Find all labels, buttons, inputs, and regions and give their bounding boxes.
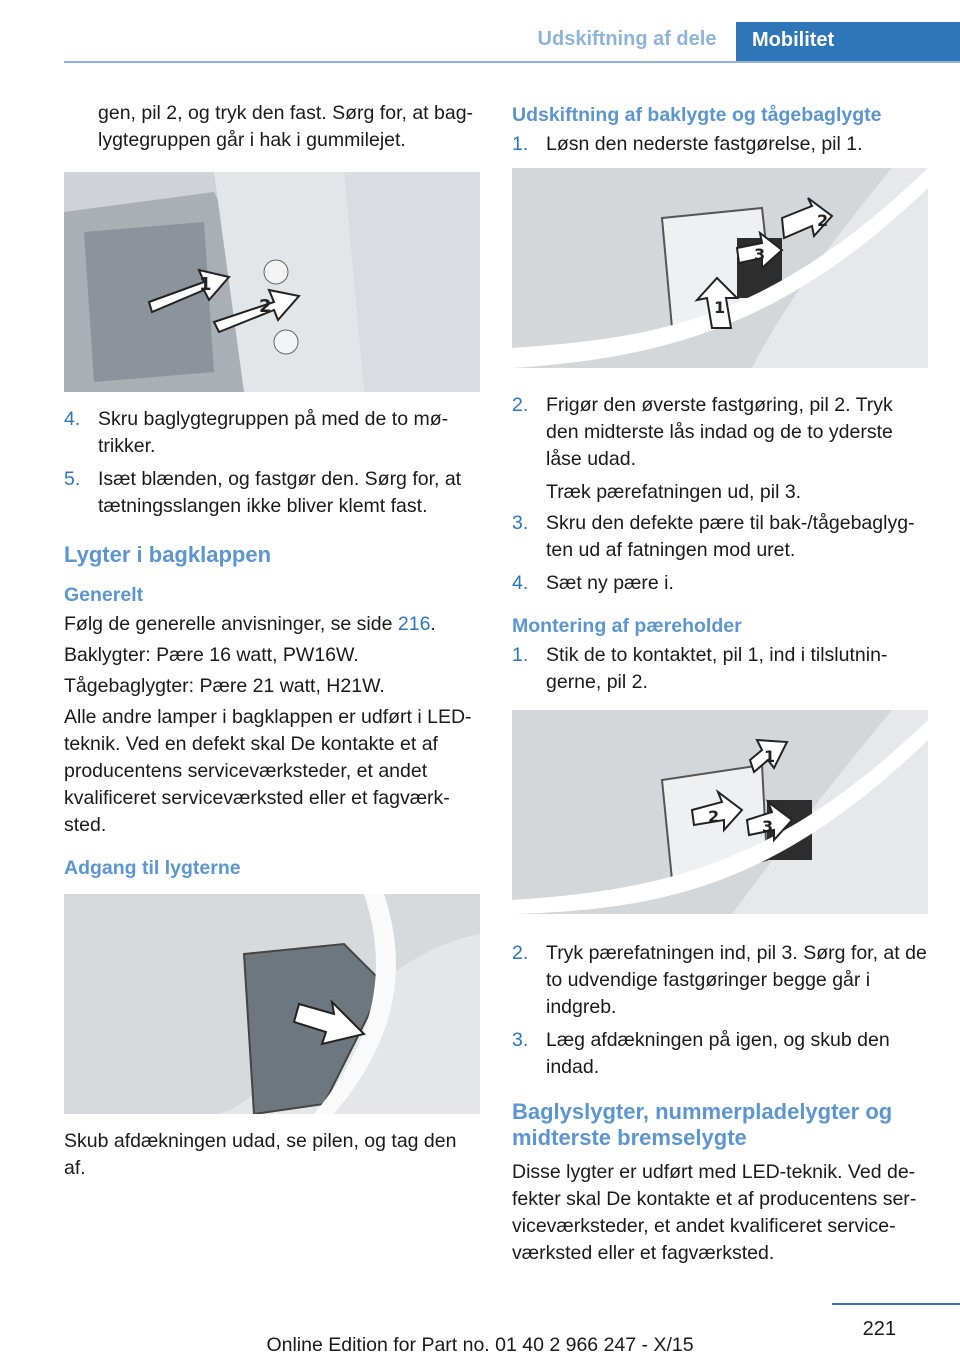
general-text: Følg de generelle anvisninger, se side 216. — [64, 613, 436, 635]
list-item — [64, 406, 480, 460]
list-item — [512, 131, 928, 158]
step-number: 2. — [512, 394, 529, 416]
steps-list-b1 — [512, 131, 928, 158]
baklygter-text: Baklygter: Pære 16 watt, PW16W. — [64, 644, 359, 666]
fig1-label-2: 2 — [259, 296, 272, 317]
section-heading: Lygter i bagklappen — [64, 542, 272, 567]
list-item — [512, 642, 928, 696]
figure-access-cover — [64, 894, 480, 1114]
led-text-2: Disse lygter er udført med LED-teknik. Ved defekter skal De kontakte et af producentens serviceværksteder, et andet kvalificeret serviceværksted eller et fagværksted. — [512, 1161, 917, 1264]
step-text: Tryk pærefatningen ind, pil 3. Sørg for, at de to udvendige fastgøringer begge går i indgreb. — [546, 942, 927, 1018]
step-extra-text: Træk pærefatningen ud, pil 3. — [546, 481, 802, 503]
list-item — [64, 466, 480, 520]
fig3-label-3: 3 — [762, 817, 774, 836]
list-item — [512, 1027, 928, 1081]
steps-list-c2 — [512, 940, 928, 1081]
list-item — [512, 510, 928, 564]
step-number: 2. — [512, 942, 529, 964]
step-number: 4. — [64, 408, 81, 430]
header-rule — [64, 61, 960, 63]
steps-list-c1 — [512, 642, 928, 696]
step-text: Skru den defekte pære til bak-/tågebaglygten ud af fatningen mod uret. — [546, 512, 915, 561]
fig3-label-2: 2 — [708, 807, 720, 826]
step-text: Isæt blænden, og fastgør den. Sørg for, at tætningsslangen ikke bliver klemt fast. — [98, 468, 462, 517]
step-text: Skru baglygtegruppen på med de to møtrikker. — [98, 408, 449, 457]
list-item — [512, 392, 928, 473]
subheading-mount: Montering af pæreholder — [512, 615, 742, 637]
subheading-access: Adgang til lygterne — [64, 857, 241, 879]
right-column — [512, 100, 928, 1271]
subheading-general: Generelt — [64, 584, 144, 606]
step-number: 5. — [64, 468, 81, 490]
page-number: 221 — [862, 1318, 896, 1340]
footer-text: Online Edition for Part no. 01 40 2 966 247 - X/15 — [266, 1334, 694, 1356]
steps-list-b2 — [512, 392, 928, 473]
step-number: 4. — [512, 572, 529, 594]
intro-text: gen, pil 2, og tryk den fast. Sørg for, at baglygtegruppen går i hak i gummilejet. — [98, 102, 474, 151]
footer-rule — [832, 1303, 960, 1305]
step-text: Løsn den nederste fastgørelse, pil 1. — [546, 133, 863, 155]
fig2-label-1: 1 — [714, 298, 726, 317]
steps-list-a — [64, 406, 480, 520]
list-item — [512, 570, 928, 597]
fig2-label-2: 2 — [817, 211, 829, 230]
left-column — [64, 100, 480, 1186]
led-text: Alle andre lamper i bagklappen er udført i LED-teknik. Ved en defekt skal De kontakte et af producentens serviceværksteder, et andet kvalificeret serviceværksted eller et fagværksted. — [64, 706, 472, 836]
step-number: 1. — [512, 644, 529, 666]
figure-mount-holder — [512, 710, 928, 914]
fig1-label-1: 1 — [199, 274, 212, 295]
figure-rear-light-mount — [64, 172, 480, 392]
subheading-replace: Udskiftning af baklygte og tågebaglygte — [512, 104, 882, 126]
step-number: 3. — [512, 1029, 529, 1051]
page-link[interactable]: 216 — [397, 613, 431, 635]
step-text: Sæt ny pære i. — [546, 572, 674, 594]
chapter-tab[interactable]: Mobilitet — [736, 22, 960, 63]
figure-release-bulb — [512, 168, 928, 368]
step-text: Frigør den øverste fastgøring, pil 2. Tryk den midterste lås indad og de to yderste låse udad. — [546, 394, 893, 470]
step-text: Stik de to kontaktet, pil 1, ind i tilslutningerne, pil 2. — [546, 644, 888, 693]
section-title: Udskiftning af dele — [537, 28, 717, 50]
step-number: 3. — [512, 512, 529, 534]
fig3-label-1: 1 — [764, 747, 776, 766]
step-number: 1. — [512, 133, 529, 155]
fig2-label-3: 3 — [754, 245, 766, 264]
list-item — [512, 940, 928, 1021]
step-text: Læg afdækningen på igen, og skub den indad. — [546, 1029, 890, 1078]
taagebaglygter-text: Tågebaglygter: Pære 21 watt, H21W. — [64, 675, 385, 697]
steps-list-b3 — [512, 510, 928, 597]
access-caption: Skub afdækningen udad, se pilen, og tag den af. — [64, 1130, 457, 1179]
section-heading-2: Baglyslygter, nummerpladelygter og midterste bremselygte — [512, 1099, 893, 1150]
